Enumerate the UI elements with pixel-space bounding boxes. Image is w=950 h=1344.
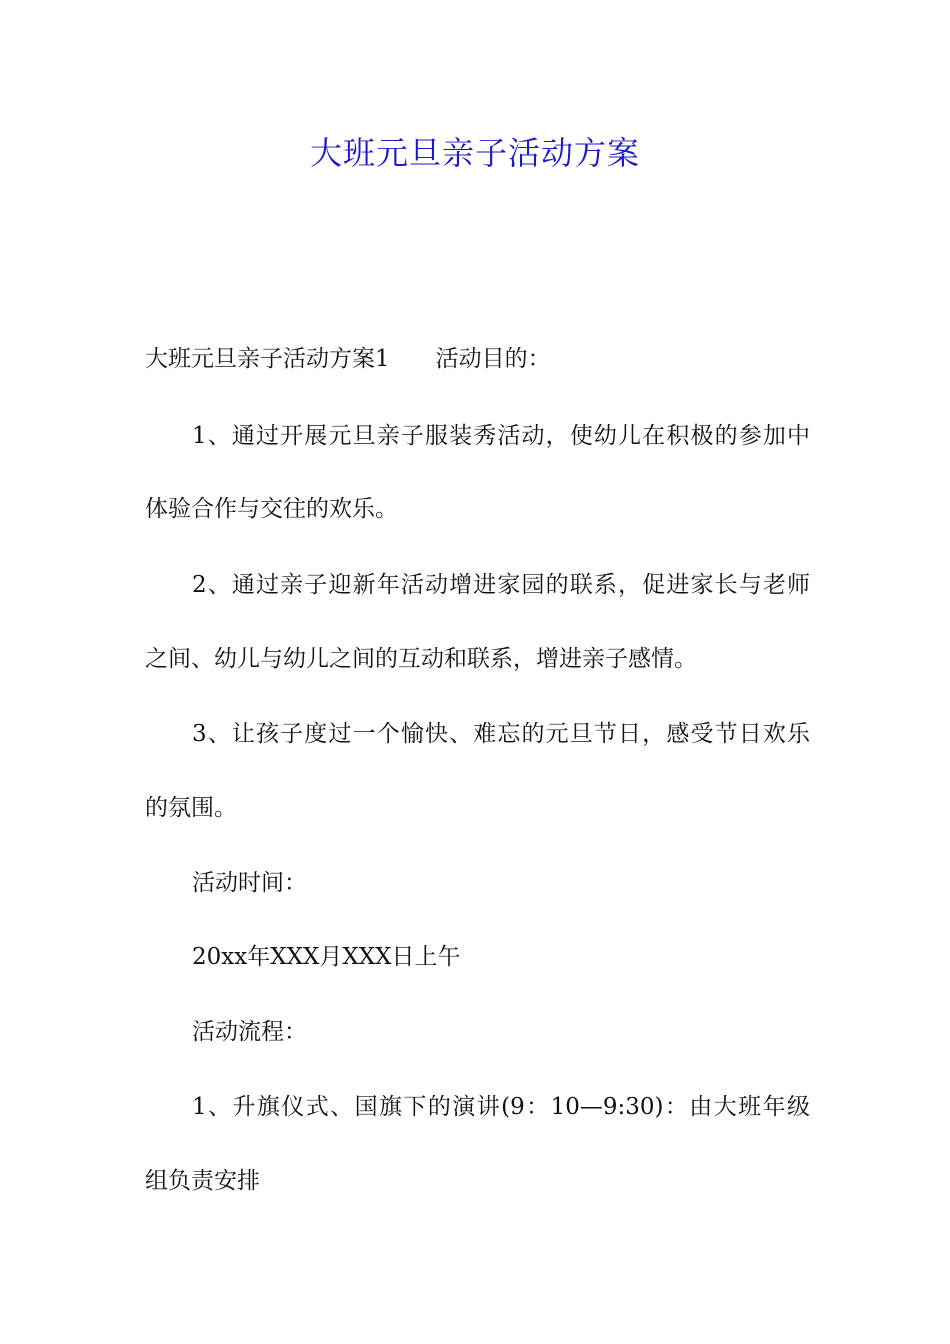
document-title: 大班元旦亲子活动方案 [309,134,640,172]
plan-heading: 大班元旦亲子活动方案1 [145,346,390,372]
goal-1-line-1: 1、通过开展元旦亲子服装秀活动，使幼儿在积极的参加中 [192,423,810,449]
goal-2-line-1: 2、通过亲子迎新年活动增进家园的联系，促进家长与老师 [192,572,810,598]
goal-label: 活动目的： [435,346,551,372]
goal-3-line-2: 的氛围。 [145,795,237,821]
goal-2-line-2: 之间、幼儿与幼儿之间的互动和联系，增进亲子感情。 [145,646,697,672]
process-label: 活动流程： [192,1019,307,1045]
process-1-line-2: 组负责安排 [145,1168,260,1194]
heading-line [145,341,810,377]
process-1-line-1: 1、升旗仪式、国旗下的演讲(9：10—9:30)：由大班年级 [192,1094,810,1120]
goal-3-line-1: 3、让孩子度过一个愉快、难忘的元旦节日，感受节日欢乐 [192,721,810,747]
goal-1-line-2: 体验合作与交往的欢乐。 [145,496,398,522]
time-value: 20xx年XXX月XXX日上午 [192,944,461,970]
time-label: 活动时间： [192,870,307,896]
